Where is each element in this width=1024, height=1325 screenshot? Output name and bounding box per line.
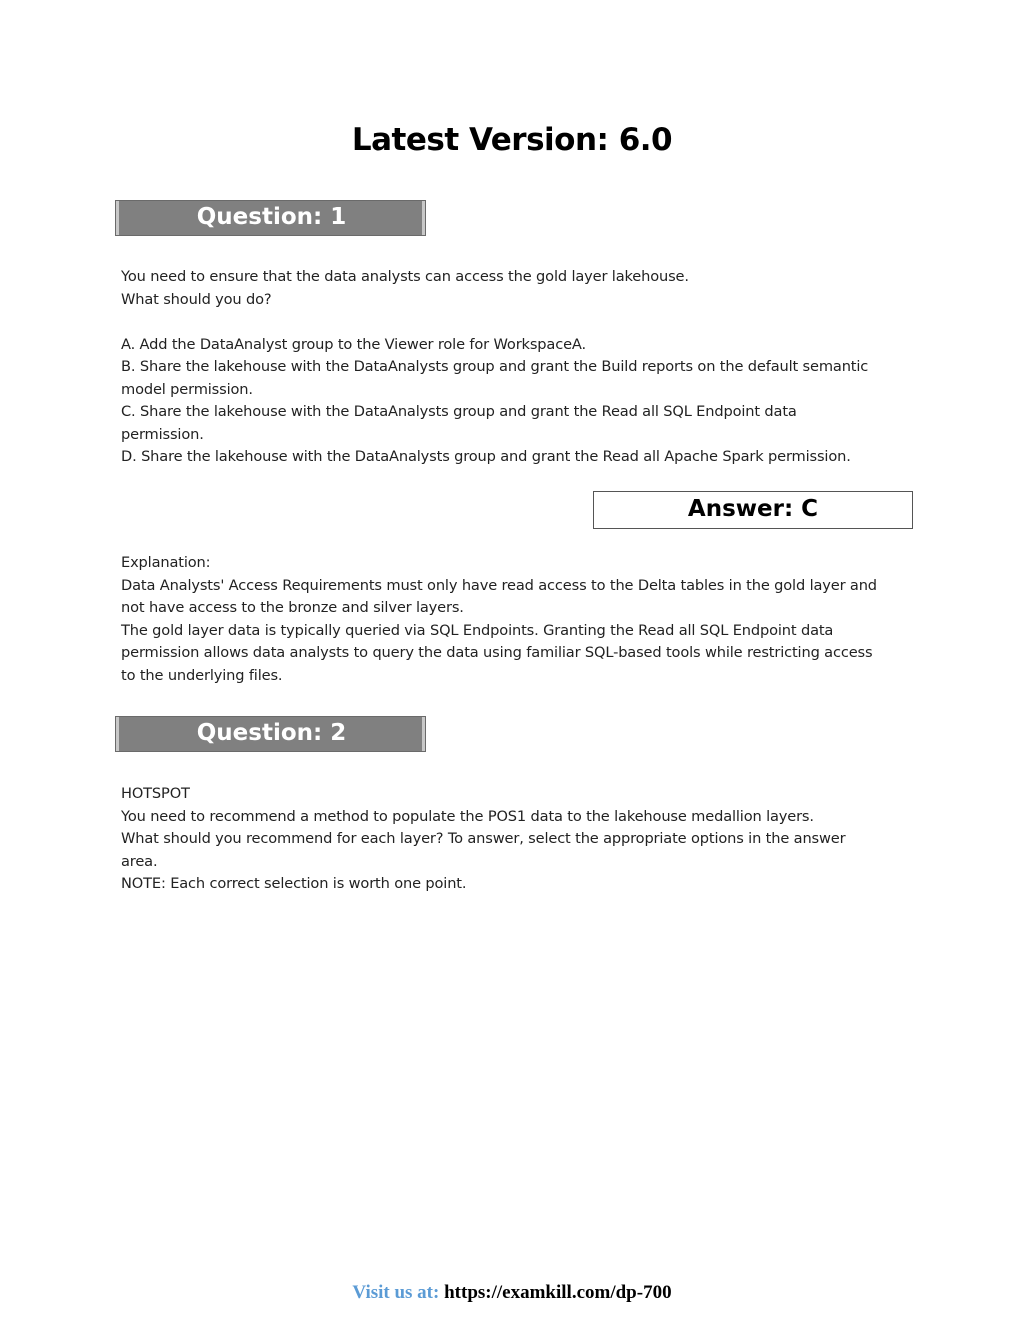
answer-box xyxy=(593,491,913,529)
option-d: D. Share the lakehouse with the DataAnalysts group and grant the Read all Apache Spark permission. xyxy=(121,448,851,465)
question-2-header-label: Question: 2 xyxy=(196,720,347,746)
question-2-prompt-line: You need to recommend a method to populate the POS1 data to the lakehouse medallion layers. xyxy=(121,807,814,825)
explanation-line: to the underlying files. xyxy=(121,666,283,684)
explanation-line: Data Analysts' Access Requirements must only have read access to the Delta tables in the gold layer and xyxy=(121,576,877,594)
question-1-body xyxy=(121,266,921,469)
explanation-heading: Explanation: xyxy=(121,554,211,571)
explanation-body xyxy=(121,552,921,687)
question-1-header xyxy=(115,200,426,236)
option-c: C. Share the lakehouse with the DataAnalysts group and grant the Read all SQL Endpoint data xyxy=(121,403,797,420)
question-2-header xyxy=(115,716,426,752)
question-1-prompt-line: What should you do? xyxy=(121,290,272,308)
answer-label: Answer: C xyxy=(687,496,819,522)
explanation-line: permission allows data analysts to query the data using familiar SQL-based tools while restricting access xyxy=(121,644,873,661)
question-2-note: NOTE: Each correct selection is worth one point. xyxy=(121,875,467,892)
footer-visit-label: Visit us at: xyxy=(352,1282,440,1303)
question-2-body xyxy=(121,783,921,896)
option-c-cont: permission. xyxy=(121,425,204,443)
page-title: Latest Version: 6.0 xyxy=(351,122,673,158)
explanation-line: The gold layer data is typically queried via SQL Endpoints. Granting the Read all SQL Endpoint data xyxy=(121,621,834,639)
question-2-type: HOTSPOT xyxy=(121,785,190,802)
footer-url-link[interactable]: https://examkill.com/dp-700 xyxy=(444,1282,672,1303)
option-b-cont: model permission. xyxy=(121,380,253,398)
option-b: B. Share the lakehouse with the DataAnalysts group and grant the Build reports on the default semantic xyxy=(121,358,869,375)
footer xyxy=(0,1282,1024,1304)
question-2-prompt-line: area. xyxy=(121,852,158,870)
option-a: A. Add the DataAnalyst group to the Viewer role for WorkspaceA. xyxy=(121,335,586,353)
question-2-prompt-line: What should you recommend for each layer? To answer, select the appropriate options in the answer xyxy=(121,830,846,847)
question-1-prompt-line: You need to ensure that the data analysts can access the gold layer lakehouse. xyxy=(121,268,689,285)
explanation-line: not have access to the bronze and silver layers. xyxy=(121,599,464,616)
question-1-header-label: Question: 1 xyxy=(196,204,347,230)
